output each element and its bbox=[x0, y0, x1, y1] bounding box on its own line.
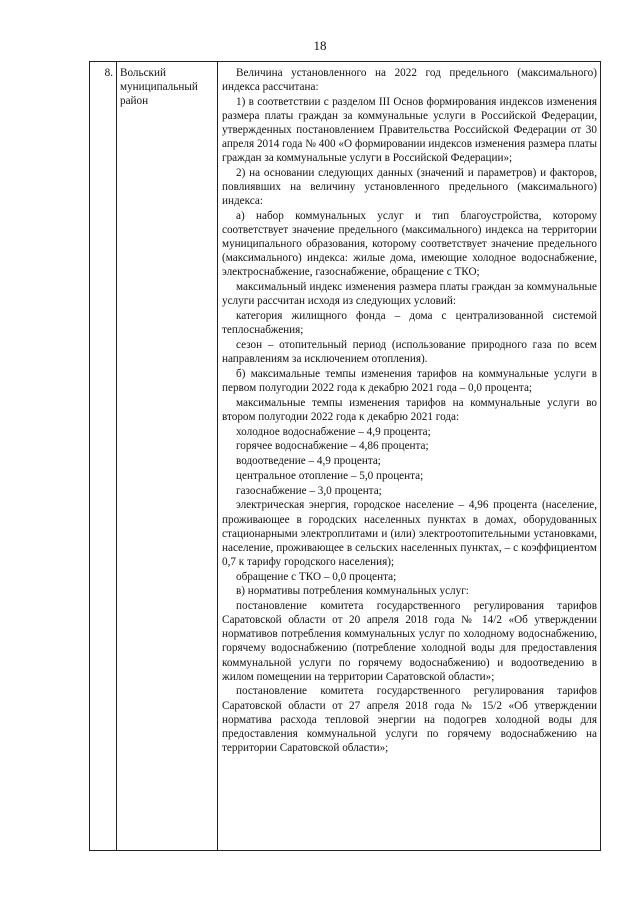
document-table bbox=[89, 61, 601, 851]
paragraph: холодное водоснабжение – 4,9 процента; bbox=[236, 425, 431, 438]
description-cell bbox=[218, 62, 601, 851]
district-name: Вольский муниципальный район bbox=[117, 62, 218, 851]
paragraph: максимальные темпы изменения тарифов на коммунальные услуги во втором полугодии 2022 года к декабрю 2021 года: bbox=[222, 396, 597, 423]
paragraph: обращение с ТКО – 0,0 процента; bbox=[236, 570, 397, 583]
paragraph: Величина установленного на 2022 год предельного (максимального) индекса рассчитана: bbox=[222, 67, 597, 94]
paragraph: центральное отопление – 5,0 процента; bbox=[236, 469, 424, 482]
paragraph: б) максимальные темпы изменения тарифов на коммунальные услуги в первом полугодии 2022 года к декабрю 2021 года – 0,0 процента; bbox=[222, 367, 597, 394]
table-row bbox=[90, 62, 601, 851]
paragraph: 2) на основании следующих данных (значений и параметров) и факторов, повлиявших на величину установленного предельного (максимального) индекса: bbox=[222, 167, 597, 208]
paragraph: сезон – отопительный период (использование природного газа по всем направлениям за исключением отопления). bbox=[222, 338, 597, 365]
paragraph: а) набор коммунальных услуг и тип благоустройства, которому соответствует значение предельного (максимального) индекса на территории муниципального образования, которому соответствует значение предельного (максимального) индекса: жилые дома, имеющие холодное водоснабжение, электроснабжение, газоснабжение, обращение с ТКО; bbox=[222, 210, 597, 279]
paragraph: постановление комитета государственного регулирования тарифов Саратовской области от 20 апреля 2018 года № 14/2 «Об утверждении нормативов потребления коммунальных услуг по холодному водоснабжению, горячему водоснабжению (потребление холодной воды для предоставления коммунальной услуги по горячему водоснабжению) и водоотведению в жилом помещении на территории Саратовской области»; bbox=[222, 600, 597, 683]
paragraph: в) нормативы потребления коммунальных услуг: bbox=[236, 585, 469, 598]
paragraph: постановление комитета государственного регулирования тарифов Саратовской области от 27 апреля 2018 года № 15/2 «Об утверждении норматива расхода тепловой энергии на подогрев холодной воды для предоставления коммунальной услуги по горячему водоснабжению на территории Саратовской области»; bbox=[222, 685, 597, 754]
page-number: 18 bbox=[313, 38, 327, 53]
paragraph: категория жилищного фонда – дома с централизованной системой теплоснабжения; bbox=[222, 310, 597, 337]
paragraph: 1) в соответствии с разделом III Основ формирования индексов изменения размера платы граждан за коммунальные услуги в Российской Федерации, утвержденных постановлением Правительства Российской Федерации от 30 апреля 2014 года № 400 «О формировании индексов изменения размера платы граждан за коммунальные услуги в Российской Федерации»; bbox=[222, 95, 597, 165]
row-number: 8. bbox=[90, 62, 117, 851]
paragraph: водоотведение – 4,9 процента; bbox=[236, 455, 381, 468]
paragraph: максимальный индекс изменения размера платы граждан за коммунальные услуги рассчитан исходя из следующих условий: bbox=[222, 281, 597, 308]
paragraph: электрическая энергия, городское население – 4,96 процента (население, проживающее в городских населенных пунктах в домах, оборудованных стационарными электроплитами и (или) электроотопительными установками, население, проживающее в сельских населенных пунктах, – с коэффициентом 0,7 к тарифу городского населения); bbox=[222, 499, 597, 568]
paragraph: газоснабжение – 3,0 процента; bbox=[236, 484, 382, 497]
paragraph: горячее водоснабжение – 4,86 процента; bbox=[236, 440, 429, 453]
